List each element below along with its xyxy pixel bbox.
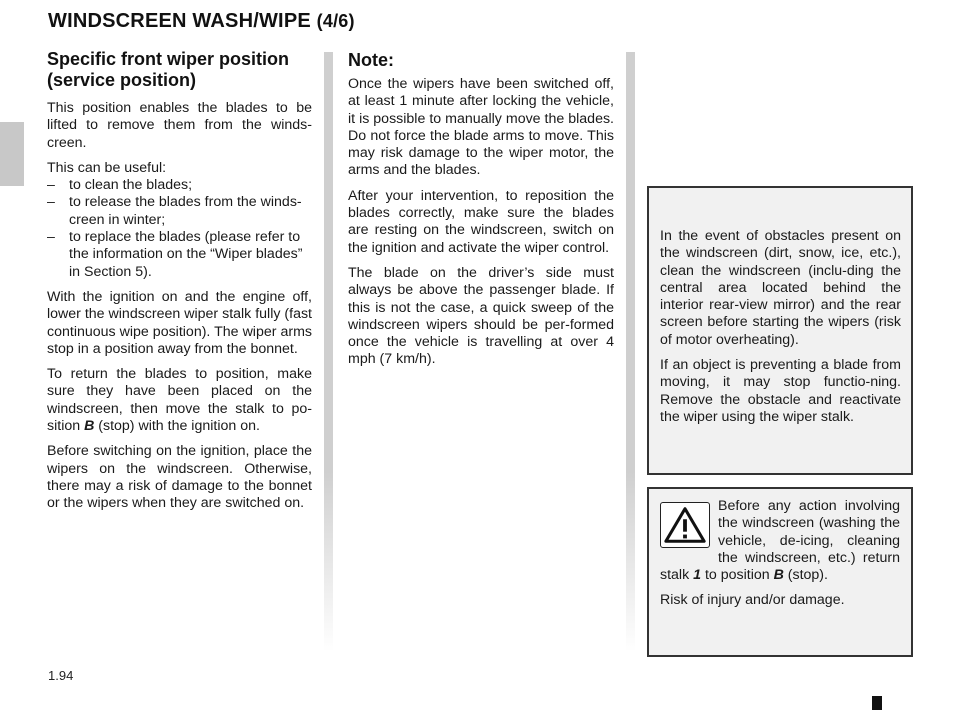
position-b-label: B (84, 418, 95, 435)
section-tab (0, 122, 24, 186)
list-item-text: to replace the blades (please refer to the information on the “Wiper blades” in Section 5). (69, 229, 303, 280)
caution-paragraph: Before switching on the ignition, place the wipers on the windscreen. Otherwise, there may a risk of damage to the bonnet or the wipers when they are switched on. (47, 443, 312, 512)
procedure-paragraph: With the ignition on and the engine off, lower the windscreen wiper stalk fully (fast continuous wipe position). The wiper arms stop in a position away from the bonnet. (47, 288, 312, 357)
stalk-number: 1 (693, 567, 702, 584)
title-text: WINDSCREEN WASH/WIPE (48, 10, 311, 32)
list-item: – to replace the blades (please refer to the information on the “Wiper blades” in Section 5). (47, 229, 303, 280)
warning-box (647, 487, 913, 657)
list-item: – to clean the blades; (47, 177, 193, 194)
section-heading: Specific front wiper position (service position) (47, 49, 290, 90)
column-divider (626, 52, 635, 652)
return-paragraph: To return the blades to position, make sure they have been placed on the windscreen, then move the stalk to po-sition B (stop) with the ignition on. (47, 366, 312, 435)
intro-paragraph: This position enables the blades to be lifted to remove them from the winds-creen. (47, 100, 312, 151)
note-paragraph: The blade on the driver’s side must always be above the passenger blade. If this is not the case, a quick sweep of the windscreen wipers should be per-formed once the vehicle is travelling at over 4 mph (7 km/h). (348, 264, 614, 368)
note-paragraph: Once the wipers have been switched off, at least 1 minute after locking the vehicle, it is possible to manually move the blades. Do not force the blade arms to move. This may risk damage to the wiper motor, the arms and the blades. (348, 76, 614, 179)
uses-list (47, 177, 312, 281)
uses-intro: This can be useful: (47, 159, 167, 176)
warning-paragraph: Before any action involving the windscreen (washing the vehicle, de-icing, cleaning the windscreen, etc.) return stalk 1 to position B (stop). (660, 498, 900, 584)
warning-risk-text: Risk of injury and/or damage. (660, 592, 845, 609)
info-paragraph: In the event of obstacles present on the windscreen (dirt, snow, ice, etc.), clean the windscreen (inclu-ding the central area located behind the interior rear-view mirror) and the rear screen before starting the wipers (risk of motor overheating). (660, 228, 901, 348)
note-paragraph: After your intervention, to reposition the blades correctly, make sure the blades are resting on the windscreen, switch on the ignition and activate the wiper control. (348, 187, 614, 256)
note-heading: Note: (348, 50, 394, 70)
page-title (48, 10, 355, 33)
warning-triangle-icon (660, 502, 710, 548)
info-paragraph: If an object is preventing a blade from moving, it may stop functio-ning. Remove the obstacle and reactivate the wiper using the wiper stalk. (660, 357, 901, 425)
page-corner-mark (872, 696, 882, 710)
title-part-indicator: (4/6) (316, 11, 355, 31)
column-divider (324, 52, 333, 652)
list-item-text: to release the blades from the winds-creen in winter; (69, 194, 302, 228)
left-column (47, 49, 312, 521)
list-item: – to release the blades from the winds-creen in winter; (47, 194, 302, 228)
obstacles-info-box (647, 186, 913, 475)
list-item-text: to clean the blades; (69, 177, 193, 194)
page-number: 1.94 (48, 668, 74, 683)
middle-column (348, 50, 614, 377)
position-b-label: B (773, 567, 784, 584)
